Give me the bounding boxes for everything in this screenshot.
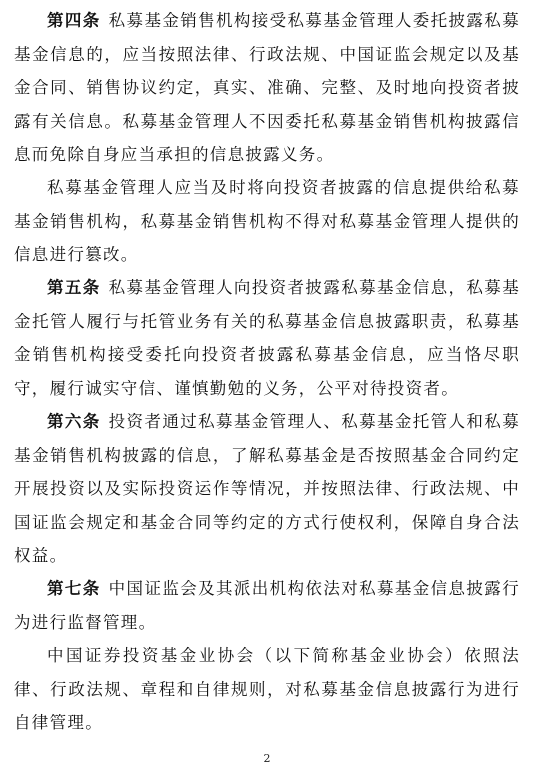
paragraph-article-4 bbox=[14, 4, 520, 172]
article-heading: 第五条 bbox=[47, 278, 101, 297]
paragraph-text: 私募基金管理人应当及时将向投资者披露的信息提供给私募基金销售机构，私募基金销售机构不得对私募基金管理人提供的信息进行篡改。 bbox=[14, 178, 520, 264]
article-heading: 第七条 bbox=[47, 579, 101, 598]
paragraph-article-7 bbox=[14, 572, 520, 639]
paragraph-text: 私募基金销售机构接受私募基金管理人委托披露私募基金信息的，应当按照法律、行政法规、中国证监会规定以及基金合同、销售协议约定，真实、准确、完整、及时地向投资者披露有关信息。私募基金管理人不因委托私募基金销售机构披露信息而免除自身应当承担的信息披露义务。 bbox=[14, 11, 520, 164]
paragraph-text: 中国证监会及其派出机构依法对私募基金信息披露行为进行监督管理。 bbox=[14, 579, 520, 632]
paragraph-article-7-cont bbox=[14, 639, 520, 740]
article-heading: 第四条 bbox=[47, 11, 101, 30]
article-heading: 第六条 bbox=[47, 412, 101, 431]
page-number: 2 bbox=[263, 752, 271, 765]
paragraph-text: 私募基金管理人向投资者披露私募基金信息，私募基金托管人履行与托管业务有关的私募基金信息披露职责，私募基金销售机构接受委托向投资者披露私募基金信息，应当恪尽职守，履行诚实守信、谨慎勤勉的义务，公平对待投资者。 bbox=[14, 278, 520, 398]
paragraph-article-5 bbox=[14, 271, 520, 405]
paragraph-article-6 bbox=[14, 405, 520, 573]
paragraph-text: 中国证券投资基金业协会（以下简称基金业协会）依照法律、行政法规、章程和自律规则，对私募基金信息披露行为进行自律管理。 bbox=[14, 646, 520, 732]
paragraph-text: 投资者通过私募基金管理人、私募基金托管人和私募基金销售机构披露的信息，了解私募基金是否按照基金合同约定开展投资以及实际投资运作等情况，并按照法律、行政法规、中国证监会规定和基金合同等约定的方式行使权利，保障自身合法权益。 bbox=[14, 412, 520, 565]
paragraph-article-4-cont bbox=[14, 171, 520, 272]
